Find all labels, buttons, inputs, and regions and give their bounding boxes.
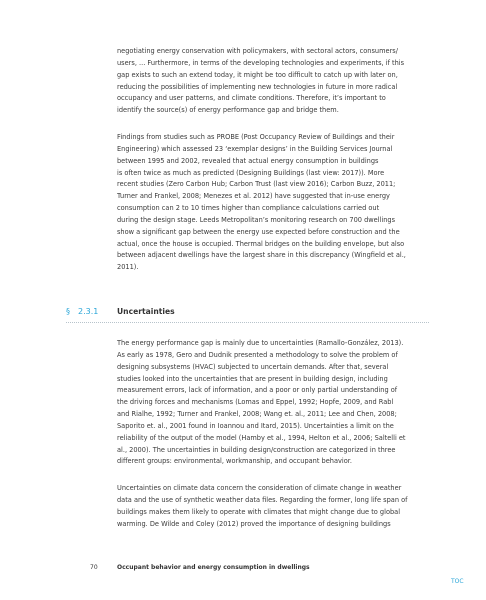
text-line: show a significant gap between the energy use expected before construction and the [117, 227, 400, 236]
text-line: data and the use of synthetic weather data files. Regarding the former, long life span of [117, 495, 408, 504]
text-line: users, ... Furthermore, in terms of the developing technologies and experiments, if this [117, 58, 405, 67]
body-paragraph [117, 338, 429, 468]
text-line: and Rialhe, 1992; Turner and Frankel, 2008; Wang et. al., 2011; Lee and Chen, 2008; [117, 410, 397, 419]
text-line: identify the source(s) of energy performance gap and bridge them. [117, 106, 339, 115]
text-line: measurement errors, lack of information, and a poor or only partial understanding of [117, 386, 398, 395]
text-line: between 1995 and 2002, revealed that actual energy consumption in buildings [117, 156, 379, 165]
text-line: Findings from studies such as PROBE (Post Occupancy Review of Buildings and their [117, 133, 395, 141]
text-line: Turner and Frankel, 2008; Menezes et al. 2012) have suggested that in-use energy [117, 192, 390, 201]
text-line: As early as 1978, Gero and Dudnik presented a methodology to solve the problem of [117, 350, 398, 359]
text-line: during the design stage. Leeds Metropolitan’s monitoring research on 700 dwellings [117, 215, 396, 224]
running-title: Occupant behavior and energy consumption in dwellings [117, 564, 310, 571]
text-line: 2011). [117, 263, 139, 272]
text-line: Uncertainties on climate data concern the consideration of climate change in weather [117, 484, 402, 492]
text-line: actual, once the house is occupied. Thermal bridges on the building envelope, but also [117, 239, 405, 248]
section-symbol: § [66, 307, 70, 316]
text-line: consumption can 2 to 10 times higher than compliance calculations carried out [117, 204, 380, 213]
toc-link[interactable]: TOC [451, 578, 464, 585]
text-line: studies looked into the uncertainties that are present in building design, including [117, 374, 388, 383]
body-paragraph [117, 46, 429, 117]
text-line: buildings makes them likely to operate with climates that might change due to global [117, 507, 401, 516]
text-line: between adjacent dwellings have the largest share in this discrepancy (Wingfield et al., [117, 251, 406, 260]
text-line: reducing the possibilities of implementing new technologies in future in more radical [117, 82, 398, 91]
text-line: warming. De Wilde and Coley (2012) proved the importance of designing buildings [117, 519, 391, 528]
section-number: 2.3.1 [78, 307, 99, 316]
text-line: different groups: environmental, workmanship, and occupant behavior. [117, 457, 352, 466]
text-line: gap exists to such an extend today, it might be too difficult to catch up with later on, [117, 70, 398, 79]
text-line: Saporito et. al., 2001 found in Ioannou and Itard, 2015). Uncertainties a limit on the [117, 421, 394, 430]
text-line: the driving forces and mechanisms (Lomas and Eppel, 1992; Hopfe, 2009, and Rabl [117, 398, 394, 407]
text-line: al., 2000). The uncertainties in building design/construction are categorized in three [117, 445, 396, 454]
section-heading [0, 306, 486, 322]
body-paragraph [117, 132, 429, 274]
text-line: reliability of the output of the model (Hamby et al., 1994, Helton et al., 2006; Saltelli et [117, 433, 406, 442]
section-title: Uncertainties [117, 307, 175, 316]
text-line: Engineering) which assessed 23 ‘exemplar designs’ in the Building Services Journal [117, 144, 393, 153]
text-line: occupancy and user patterns, and climate conditions. Therefore, it’s important to [117, 94, 386, 103]
text-line: designing subsystems (HVAC) subjected to uncertain demands. After that, several [117, 362, 389, 371]
body-paragraph [117, 483, 429, 530]
page-number: 70 [90, 564, 98, 571]
text-line: recent studies (Zero Carbon Hub; Carbon Trust (last view 2016); Carbon Buzz, 2011; [117, 180, 396, 189]
text-line: The energy performance gap is mainly due to uncertainties (Ramallo-González, 2013). [117, 339, 404, 347]
text-line: negotiating energy conservation with policymakers, with sectoral actors, consumers/ [117, 47, 398, 55]
section-divider [66, 322, 429, 323]
text-line: is often twice as much as predicted (Designing Buildings (last view: 2017)). More [117, 168, 385, 177]
